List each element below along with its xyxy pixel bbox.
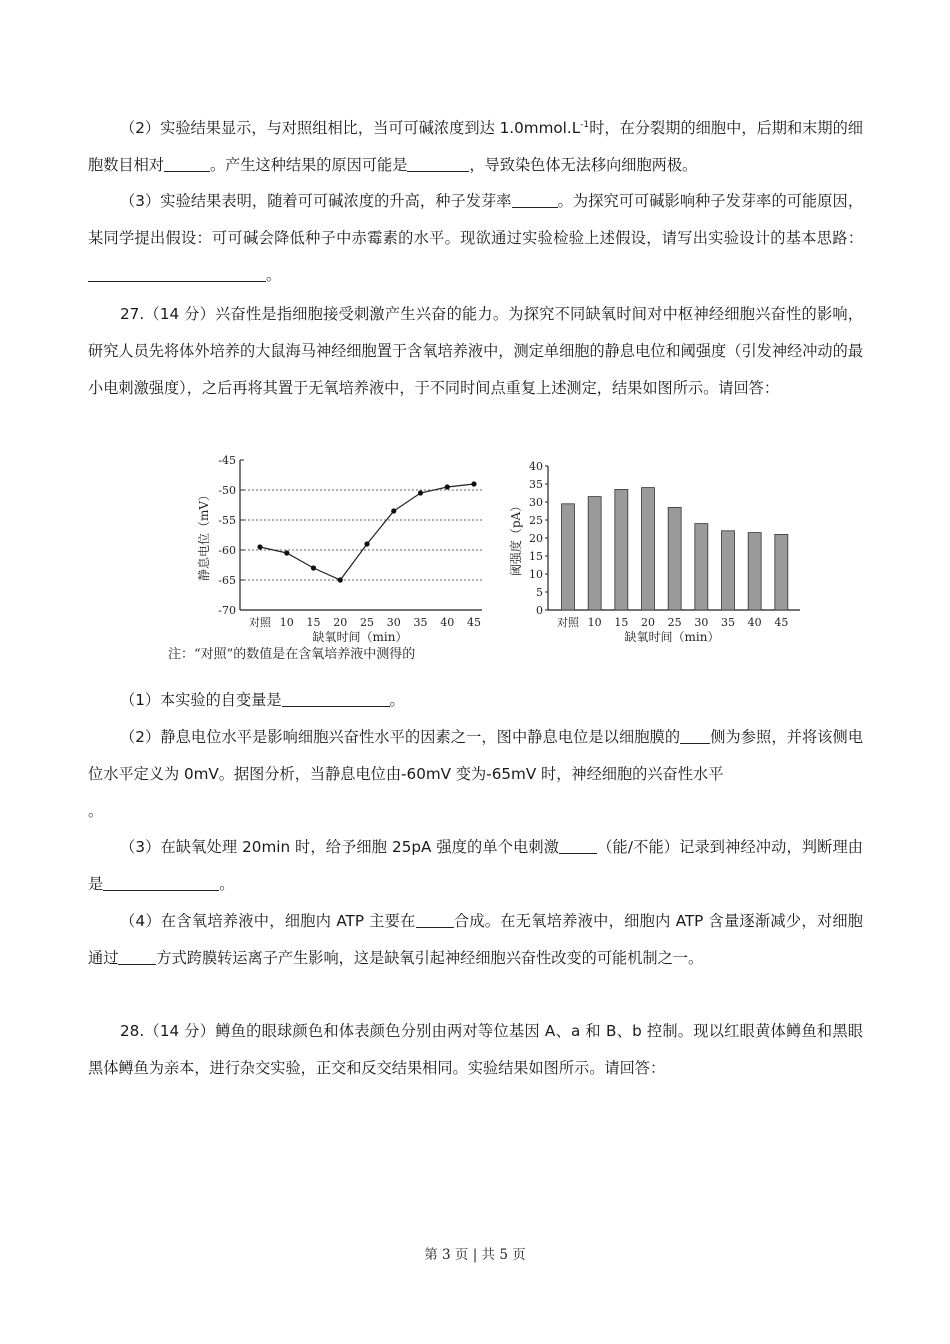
bar xyxy=(775,534,788,610)
y-tick-label: 40 xyxy=(529,460,543,473)
series-line xyxy=(260,484,474,580)
x-axis-title: 缺氧时间（min） xyxy=(312,630,408,644)
q27-s2-text-pre: （2）静息电位水平是影响细胞兴奋性水平的因素之一，图中静息电位是以细胞膜的 xyxy=(120,728,681,746)
bar xyxy=(722,531,735,610)
y-tick-label: -60 xyxy=(218,544,236,557)
answer-blank[interactable] xyxy=(103,874,219,891)
x-tick-label: 15 xyxy=(614,616,629,629)
y-axis-title: 阈强度（pA） xyxy=(509,499,523,577)
figure-charts xyxy=(160,448,820,668)
x-tick-label: 40 xyxy=(747,616,762,629)
x-tick-label: 35 xyxy=(413,616,428,629)
answer-blank[interactable] xyxy=(416,911,454,928)
y-tick-label: 0 xyxy=(536,604,543,617)
x-tick-label: 10 xyxy=(279,616,294,629)
data-point xyxy=(391,508,396,513)
q27-s2-tail: 。 xyxy=(88,802,104,820)
bar xyxy=(695,524,708,610)
y-tick-label: 30 xyxy=(529,496,543,509)
data-point xyxy=(364,541,369,546)
q27-s4-text-end: 方式跨膜转运离子产生影响，这是缺氧引起神经细胞兴奋性改变的可能机制之一。 xyxy=(156,949,704,967)
y-axis-title: 静息电位（mV） xyxy=(197,488,211,582)
y-tick-label: 35 xyxy=(529,478,543,491)
q26-p3-text-pre: （3）实验结果表明，随着可可碱浓度的升高，种子发芽率 xyxy=(120,192,512,210)
answer-blank[interactable] xyxy=(559,837,597,854)
q27-sub4 xyxy=(88,903,863,977)
y-tick-label: 10 xyxy=(529,568,543,581)
q28-stem: 28.（14 分）鳟鱼的眼球颜色和体表颜色分别由两对等位基因 A、a 和 B、b 控制。现以红眼黄体鳟鱼和黑眼黑体鳟鱼为亲本，进行杂交实验，正交和反交结果相同。实验结果如图所示。请回答： xyxy=(88,1022,863,1077)
q27-s3-text-pre: （3）在缺氧处理 20min 时，给予细胞 25pA 强度的单个电刺激 xyxy=(120,838,560,856)
charts-svg xyxy=(160,448,820,668)
x-tick-label: 35 xyxy=(721,616,735,629)
q27-sub1 xyxy=(88,682,863,719)
data-point xyxy=(284,550,289,555)
x-tick-label: 30 xyxy=(694,616,709,629)
answer-blank[interactable] xyxy=(164,155,210,172)
answer-blank[interactable] xyxy=(282,690,390,707)
x-tick-label: 25 xyxy=(667,616,682,629)
q27-sub2 xyxy=(88,719,863,830)
q27-s3-end: 。 xyxy=(219,875,235,893)
y-tick-label: -65 xyxy=(218,574,236,587)
y-tick-label: 15 xyxy=(529,550,543,563)
q26-p2-text-end: ，导致染色体无法移向细胞两极。 xyxy=(469,156,698,174)
q26-p2-text-pre: （2）实验结果显示，与对照组相比，当可可碱浓度到达 1.0mmol.L xyxy=(120,119,581,137)
y-tick-label: -70 xyxy=(218,604,236,617)
x-tick-label: 对照 xyxy=(557,616,579,629)
q26-p2-text-mid1: 时，在分裂期的细胞中，后期和末期的细胞数目相对 xyxy=(88,119,863,174)
q27-stem: 27.（14 分）兴奋性是指细胞接受刺激产生兴奋的能力。为探究不同缺氧时间对中枢神经细胞兴奋性的影响，研究人员先将体外培养的大鼠海马神经细胞置于含氧培养液中，测定单细胞的静息电位和阈强度（引发神经冲动的最小电刺激强度），之后再将其置于无氧培养液中，于不同时间点重复上述测定，结果如图所示。请回答： xyxy=(88,305,863,397)
answer-blank[interactable] xyxy=(88,265,266,282)
data-point xyxy=(257,544,262,549)
x-tick-label: 45 xyxy=(467,616,481,629)
answer-blank[interactable] xyxy=(407,155,469,172)
x-tick-label: 15 xyxy=(306,616,321,629)
data-point xyxy=(471,481,476,486)
q27-s2-text-end: 侧为参照，并将该侧电位水平定义为 0mV。据图分析，当静息电位由-60mV 变为-65mV 时，神经细胞的兴奋性水平 xyxy=(88,728,864,783)
q26-p2-text-mid2: 。产生这种结果的原因可能是 xyxy=(209,156,408,174)
data-point xyxy=(445,484,450,489)
q27-s4-text-pre: （4）在含氧培养液中，细胞内 ATP 主要在 xyxy=(120,912,416,930)
answer-blank[interactable] xyxy=(680,727,710,744)
data-point xyxy=(311,565,316,570)
q27-s3-text-mid: （能/不能）记录到神经冲动，判断理由是 xyxy=(88,838,863,893)
resting-potential-chart xyxy=(196,454,482,644)
page-footer: 第 3 页 | 共 5 页 xyxy=(424,1247,526,1263)
y-tick-label: -45 xyxy=(218,454,236,467)
bar xyxy=(562,504,575,610)
bar xyxy=(588,497,601,610)
q27-s4-text-mid: 合成。在无氧培养液中，细胞内 ATP 含量逐渐减少，对细胞通过 xyxy=(88,912,863,967)
bar xyxy=(642,488,655,610)
q27-s1-text: （1）本实验的自变量是 xyxy=(120,691,282,709)
q27-s1-end: 。 xyxy=(389,691,405,709)
x-tick-label: 10 xyxy=(587,616,602,629)
x-tick-label: 45 xyxy=(774,616,789,629)
bar xyxy=(668,507,681,610)
threshold-intensity-chart xyxy=(508,460,800,644)
y-tick-label: 20 xyxy=(529,532,543,545)
x-axis-title: 缺氧时间（min） xyxy=(624,630,720,644)
x-tick-label: 对照 xyxy=(249,616,271,629)
x-tick-label: 25 xyxy=(360,616,374,629)
bar xyxy=(748,533,761,610)
answer-blank[interactable] xyxy=(512,191,558,208)
y-tick-label: -55 xyxy=(218,514,236,527)
x-tick-label: 20 xyxy=(641,616,655,629)
x-tick-label: 30 xyxy=(386,616,401,629)
q27-sub3 xyxy=(88,829,863,903)
data-point xyxy=(338,577,343,582)
x-tick-label: 40 xyxy=(440,616,455,629)
q26-part3 xyxy=(88,183,863,294)
y-tick-label: -50 xyxy=(218,484,236,497)
q26-part2 xyxy=(88,110,863,184)
y-tick-label: 25 xyxy=(529,514,543,527)
x-tick-label: 20 xyxy=(333,616,348,629)
bar xyxy=(615,489,628,610)
unit-superscript: -1 xyxy=(580,119,590,130)
y-tick-label: 5 xyxy=(536,586,543,599)
chart-note: 注：“对照”的数值是在含氧培养液中测得的 xyxy=(168,647,416,662)
q26-p3-text-mid: 。为探究可可碱影响种子发芽率的可能原因，某同学提出假设：可可碱会降低种子中赤霉素的水平。现欲通过实验检验上述假设，请写出实验设计的基本思路： xyxy=(88,192,864,247)
q26-p3-text-end: 。 xyxy=(266,266,282,284)
data-point xyxy=(418,490,423,495)
answer-blank[interactable] xyxy=(118,948,156,965)
